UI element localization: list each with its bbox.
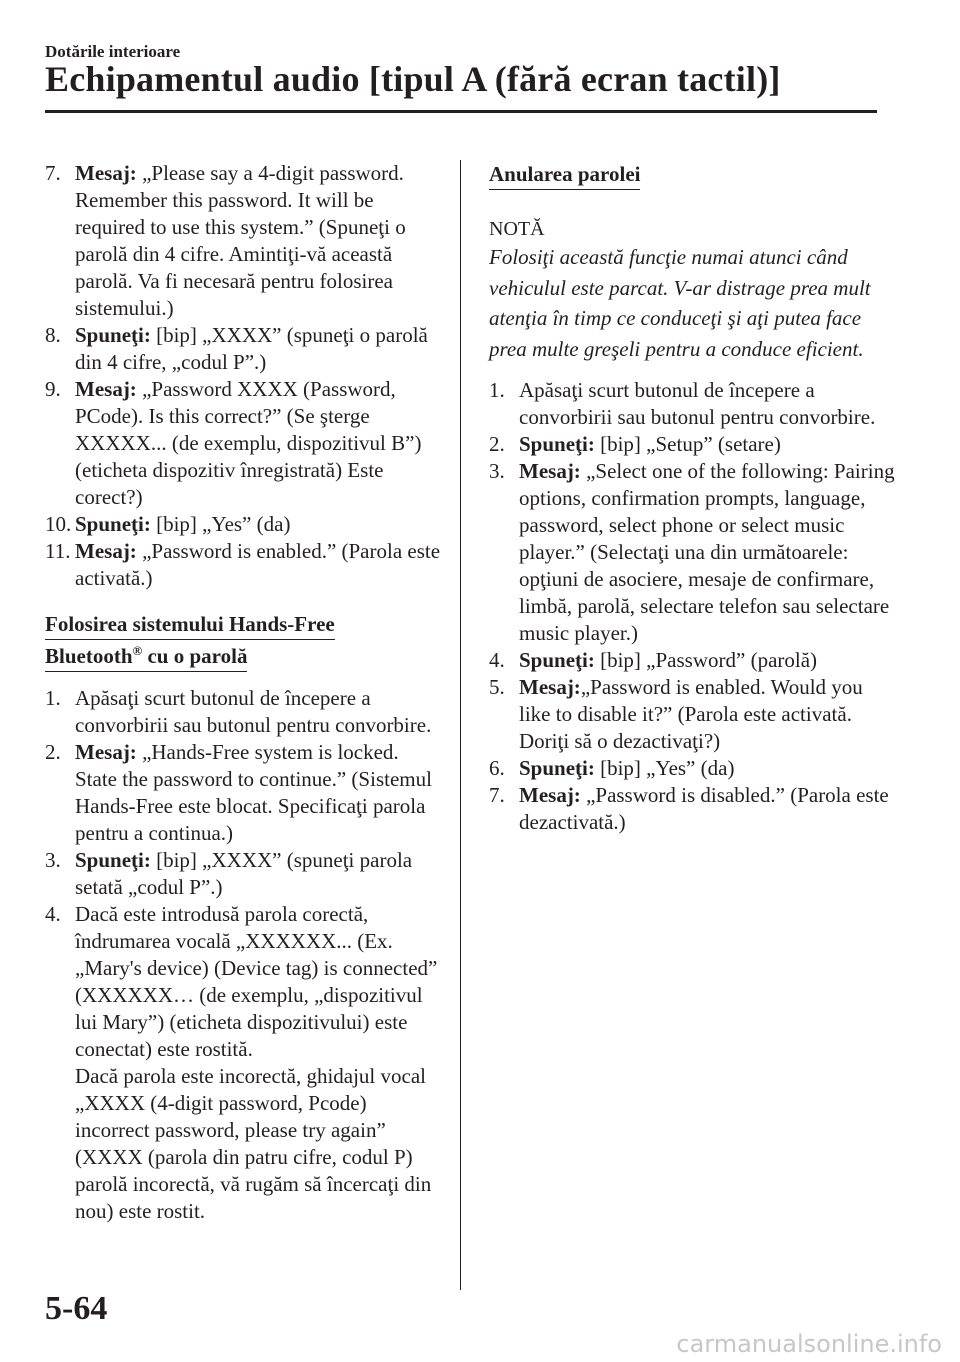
title-rule [45, 110, 877, 113]
step-number: 1. [489, 378, 505, 402]
step-item [45, 160, 445, 322]
registered-mark: ® [132, 643, 143, 658]
step-item [489, 674, 899, 755]
step-keyword: Mesaj: [75, 539, 137, 563]
step-item [489, 782, 899, 836]
step-number: 5. [489, 675, 505, 699]
step-keyword: Mesaj: [519, 459, 581, 483]
step-keyword: Mesaj: [519, 675, 581, 699]
step-item [45, 901, 445, 1225]
note-text: Folosiţi această funcţie numai atunci când vehiculul este parcat. V-ar distrage prea mult atenţia în timp ce conduceţi şi aţi putea face prea multe greşeli pentru a conduce eficient. [489, 245, 871, 361]
step-number: 7. [489, 783, 505, 807]
subheading-line2 [45, 642, 247, 672]
step-number: 1. [45, 686, 61, 710]
note-title: NOTĂ [489, 218, 545, 240]
step-item [45, 685, 445, 739]
step-text: „Select one of the following: Pairing options, confirmation prompts, language, password, select phone or select music player.” (Selectaţi una din următoarele: opţiuni de asociere, mesaje de confirmare, limbă, parolă, selectare telefon sau selectare music player.) [519, 459, 895, 645]
bluetooth-label: Bluetooth [45, 644, 133, 668]
step-keyword: Spuneţi: [75, 848, 151, 872]
step-keyword: Mesaj: [75, 740, 137, 764]
step-text: [bip] „Yes” (da) [150, 512, 291, 536]
step-number: 3. [489, 459, 505, 483]
step-text: [bip] „XXXX” (spuneţi parola setată „codul P”.) [75, 848, 413, 899]
step-number: 3. [45, 848, 61, 872]
step-number: 2. [489, 432, 505, 456]
page-title: Echipamentul audio [tipul A (fără ecran tactil)] [45, 59, 781, 99]
step-keyword: Spuneţi: [75, 512, 151, 536]
step-text: „Password is disabled.” (Parola este dezactivată.) [519, 783, 889, 834]
step-item [45, 538, 445, 592]
step-keyword: Spuneţi: [75, 323, 151, 347]
step-text: Apăsaţi scurt butonul de începere a convorbirii sau butonul pentru convorbire. [519, 378, 876, 429]
step-item [45, 322, 445, 376]
step-number: 4. [489, 648, 505, 672]
step-keyword: Spuneţi: [519, 432, 595, 456]
step-number: 4. [45, 902, 61, 926]
step-text: Dacă este introdusă parola corectă, îndrumarea vocală „XXXXXX... (Ex. „Mary's device) (Device tag) is connected” (XXXXXX… (de exemplu, „dispozitivul lui Mary”) (eticheta dispozitivului) este conectat) este rostită. [75, 902, 438, 1061]
step-text: Apăsaţi scurt butonul de începere a convorbirii sau butonul pentru convorbire. [75, 686, 432, 737]
step-item [489, 647, 899, 674]
step-text: [bip] „XXXX” (spuneţi o parolă din 4 cifre, „codul P”.) [75, 323, 428, 374]
step-keyword: Spuneţi: [519, 648, 595, 672]
column-divider [460, 160, 461, 1290]
step-number: 2. [45, 740, 61, 764]
step-text: „Password is enabled. Would you like to disable it?” (Parola este activată. Doriţi să o dezactivaţi?) [519, 675, 863, 753]
step-item [489, 377, 899, 431]
page-number: 5-64 [45, 1290, 108, 1327]
step-number: 7. [45, 161, 61, 185]
step-number: 6. [489, 756, 505, 780]
step-number: 9. [45, 377, 61, 401]
step-keyword: Spuneţi: [519, 756, 595, 780]
step-text: [bip] „Setup” (setare) [594, 432, 781, 456]
step-text: „Please say a 4-digit password. Remember this password. It will be required to use this system.” (Spuneţi o parolă din 4 cifre. Amintiţi-vă această parolă. Va fi necesară pentru folosirea sistemului.) [75, 161, 406, 320]
step-keyword: Mesaj: [519, 783, 581, 807]
step-item [489, 755, 899, 782]
right-column [489, 160, 899, 836]
step-text: „Password is enabled.” (Parola este activată.) [75, 539, 441, 590]
step-item [45, 739, 445, 847]
step-item [45, 511, 445, 538]
step-item [489, 458, 899, 647]
step-number: 8. [45, 323, 61, 347]
subheading-anularea: Anularea parolei [489, 160, 640, 190]
step-text: [bip] „Password” (parolă) [594, 648, 818, 672]
step-text: „Password XXXX (Password, PCode). Is this correct?” (Se şterge XXXXX... (de exemplu, dispozitivul B”) (eticheta dispozitiv înregistrată) Este corect?) [75, 377, 422, 509]
step-keyword: Mesaj: [75, 377, 137, 401]
section-label: Dotările interioare [45, 42, 181, 61]
watermark: carmanualsonline.info [676, 1330, 942, 1358]
step-item [45, 376, 445, 511]
step-item [45, 847, 445, 901]
step-text: „Hands-Free system is locked. State the password to continue.” (Sistemul Hands-Free este blocat. Specificaţi parola pentru a continua.) [75, 740, 432, 845]
subheading-suffix: cu o parolă [142, 644, 248, 668]
step-number: 10. [45, 512, 72, 536]
step-keyword: Mesaj: [75, 161, 137, 185]
subheading-line1: Folosirea sistemului Hands-Free [45, 610, 335, 640]
step-item [489, 431, 899, 458]
left-column [45, 160, 445, 1225]
step-extra-text: Dacă parola este incorectă, ghidajul vocal „XXXX (4-digit password, Pcode) incorrect password, please try again” (XXXX (parola din patru cifre, codul P) parolă incorectă, vă rugăm să încercaţi din nou) este rostit. [75, 1064, 432, 1223]
step-number: 11. [45, 539, 71, 563]
step-text: [bip] „Yes” (da) [594, 756, 735, 780]
